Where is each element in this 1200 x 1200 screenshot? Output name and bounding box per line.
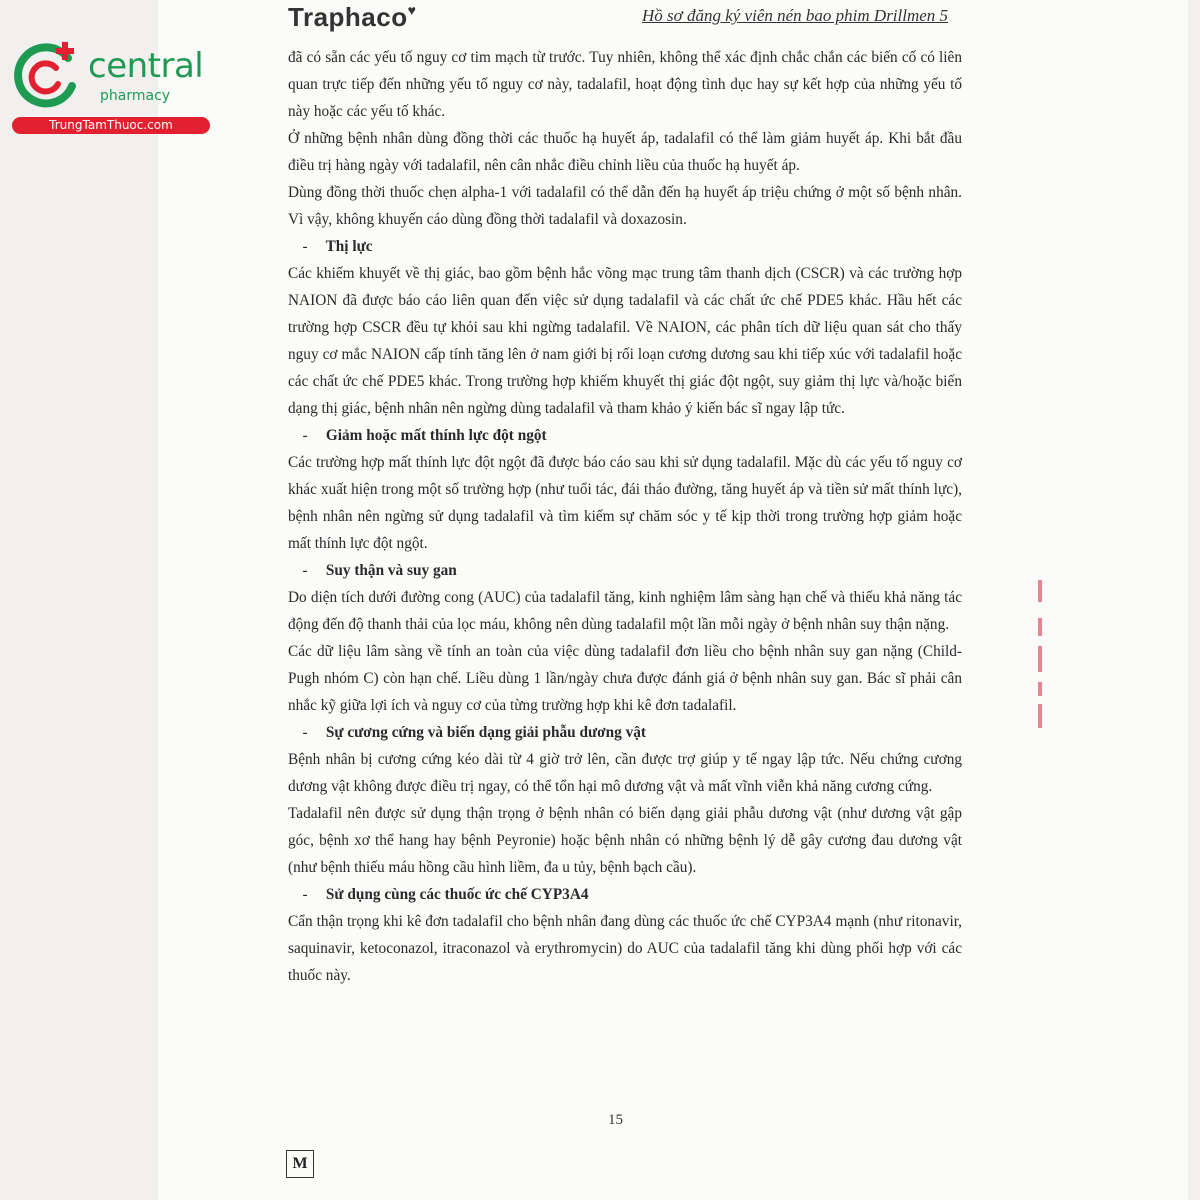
list-dash: - <box>302 238 308 255</box>
heading-text: Giảm hoặc mất thính lực đột ngột <box>325 427 547 444</box>
section-heading <box>288 881 962 908</box>
paragraph: Tadalafil nên được sử dụng thận trọng ở bệnh nhân có biến dạng giải phẫu dương vật (như dương vật gập góc, bệnh xơ thể hang hay bệnh Peyronie) hoặc bệnh nhân có những bệnh lý dễ gây cương đau dương vật (như bệnh thiếu máu hồng cầu hình liềm, đa u tủy, bệnh bạch cầu). <box>288 805 962 876</box>
document-title: Hồ sơ đăng ký viên nén bao phim Drillmen 5 <box>642 6 949 25</box>
logo-name: central <box>88 46 204 86</box>
central-pharmacy-logo <box>10 38 215 136</box>
heading-text: Sử dụng cùng các thuốc ức chế CYP3A4 <box>325 886 589 903</box>
paragraph: Cẩn thận trọng khi kê đơn tadalafil cho bệnh nhân đang dùng các thuốc ức chế CYP3A4 mạnh (như ritonavir, saquinavir, ketoconazol, itraconazol và erythromycin) do AUC của tadalafil tăng khi dùng phối hợp với các thuốc này. <box>288 913 962 984</box>
document-body <box>288 44 962 989</box>
section-heading <box>288 233 962 260</box>
paragraph: Các khiếm khuyết về thị giác, bao gồm bệnh hắc võng mạc trung tâm thanh dịch (CSCR) và các trường hợp NAION đã được báo cáo liên quan đến việc sử dụng tadalafil và các chất ức chế PDE5 khác. Hầu hết các trường hợp CSCR đều tự khỏi sau khi ngừng tadalafil. Về NAION, các phân tích dữ liệu quan sát cho thấy nguy cơ mắc NAION cấp tính tăng lên ở nam giới bị rối loạn cương dương sau khi tiếp xúc với tadalafil hoặc các chất ức chế PDE5 khác. Trong trường hợp khiếm khuyết thị giác đột ngột, suy giảm thị lực và/hoặc biến dạng thị giác, bệnh nhân nên ngừng dùng tadalafil và tham khảo ý kiến bác sĩ ngay lập tức. <box>288 265 962 417</box>
list-dash: - <box>302 562 308 579</box>
brand-name: Traphaco <box>288 2 408 32</box>
section-heading <box>288 422 962 449</box>
footer-mark: M <box>286 1150 314 1178</box>
paragraph: đã có sẵn các yếu tố nguy cơ tim mạch từ trước. Tuy nhiên, không thể xác định chắc chắn các biến cố có liên quan trực tiếp đến những yếu tố nguy cơ này, tadalafil, hoạt động tình dục hay sự kết hợp của những yếu tố này hoặc các yếu tố khác. <box>288 49 962 120</box>
logo-subtitle: pharmacy <box>100 88 171 104</box>
heading-text: Suy thận và suy gan <box>325 562 457 579</box>
brand-heart-icon: ♥ <box>407 2 417 18</box>
paragraph: Dùng đồng thời thuốc chẹn alpha-1 với tadalafil có thể dẫn đến hạ huyết áp triệu chứng ở một số bệnh nhân. Vì vậy, không khuyến cáo dùng đồng thời tadalafil và doxazosin. <box>288 184 962 228</box>
page-number: 15 <box>608 1112 623 1128</box>
list-dash: - <box>302 427 308 444</box>
heading-text: Sự cương cứng và biến dạng giải phẫu dương vật <box>325 724 646 741</box>
paragraph: Các dữ liệu lâm sàng về tính an toàn của việc dùng tadalafil đơn liều cho bệnh nhân suy gan nặng (Child-Pugh nhóm C) còn hạn chế. Liều dùng 1 lần/ngày chưa được đánh giá ở bệnh nhân suy gan. Bác sĩ phải cân nhắc kỹ giữa lợi ích và nguy cơ của từng trường hợp khi kê đơn tadalafil. <box>288 643 962 714</box>
list-dash: - <box>302 886 308 903</box>
paragraph: Các trường hợp mất thính lực đột ngột đã được báo cáo sau khi sử dụng tadalafil. Mặc dù các yếu tố nguy cơ khác xuất hiện trong một số trường hợp (như tuổi tác, đái tháo đường, tăng huyết áp và tiền sử mất thính lực), bệnh nhân nên ngừng sử dụng tadalafil và tìm kiếm sự chăm sóc y tế kịp thời trong trường hợp giảm hoặc mất thính lực đột ngột. <box>288 454 962 552</box>
section-heading <box>288 719 962 746</box>
section-heading <box>288 557 962 584</box>
paragraph: Bệnh nhân bị cương cứng kéo dài từ 4 giờ trở lên, cần được trợ giúp y tế ngay lập tức. Nếu chứng cương dương vật không được điều trị ngay, có thể tổn hại mô dương vật và mất vĩnh viễn khả năng cương cứng. <box>288 751 962 795</box>
logo-url: TrungTamThuoc.com <box>12 117 210 134</box>
pharmacy-cross-logo-icon <box>10 38 84 112</box>
red-stamp-edge <box>1038 580 1048 730</box>
list-dash: - <box>302 724 308 741</box>
paragraph: Do diện tích dưới đường cong (AUC) của tadalafil tăng, kinh nghiệm lâm sàng hạn chế và thiếu khả năng tác động đến độ thanh thải của lọc máu, không nên dùng tadalafil một lần mỗi ngày ở bệnh nhân suy thận nặng. <box>288 589 962 633</box>
heading-text: Thị lực <box>325 238 373 255</box>
brand-logo <box>288 2 416 33</box>
paragraph: Ở những bệnh nhân dùng đồng thời các thuốc hạ huyết áp, tadalafil có thể làm giảm huyết áp. Khi bắt đầu điều trị hàng ngày với tadalafil, nên cân nhắc điều chỉnh liều của thuốc hạ huyết áp. <box>288 130 962 174</box>
